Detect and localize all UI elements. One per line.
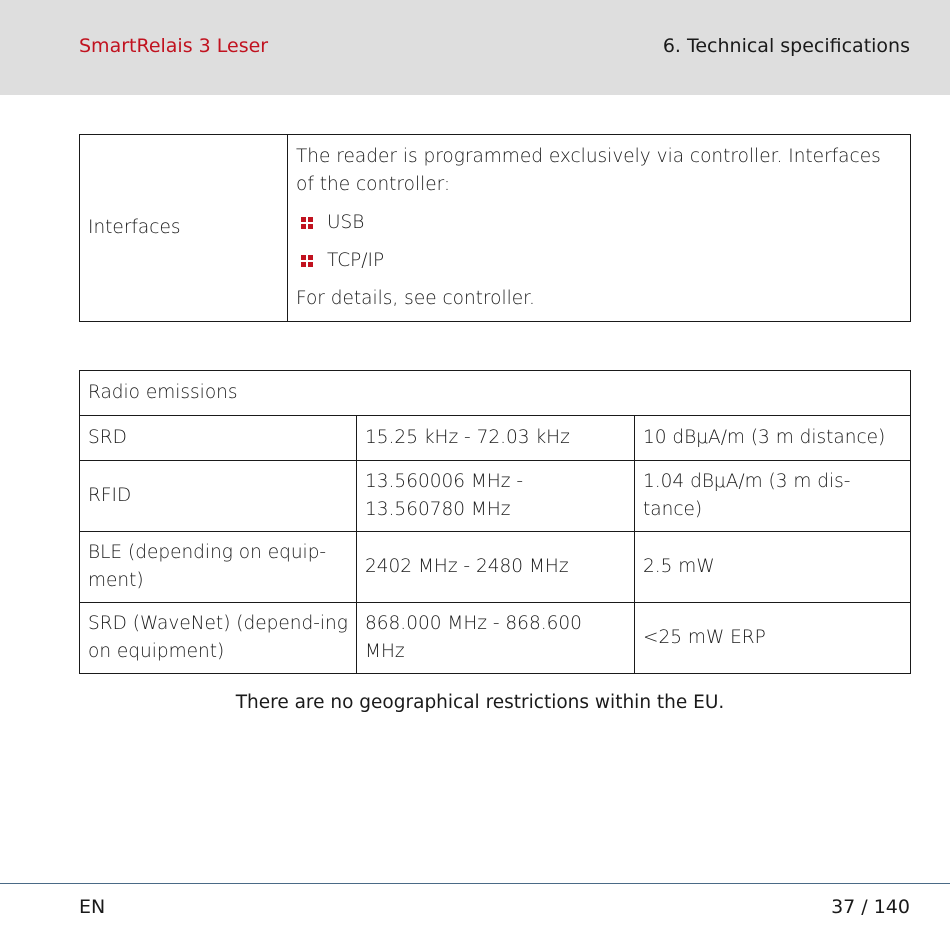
interfaces-label: Interfaces xyxy=(80,135,288,322)
page-number: 37 / 140 xyxy=(831,896,910,918)
interfaces-content xyxy=(288,135,911,322)
table-cell: 10 dBμA/m (3 m distance) xyxy=(635,416,911,461)
table-cell: 1.04 dBμA/m (3 m dis-tance) xyxy=(635,461,911,532)
table-row xyxy=(80,416,911,461)
table-cell: SRD xyxy=(80,416,357,461)
table-row xyxy=(80,135,911,322)
table-row xyxy=(80,461,911,532)
interfaces-intro: The reader is programmed exclusively via controller. Interfaces of the controller: xyxy=(296,146,881,195)
interfaces-outro: For details, see controller. xyxy=(296,288,535,309)
table-row xyxy=(80,603,911,674)
red-square-bullet-icon xyxy=(301,255,313,267)
table-cell: <25 mW ERP xyxy=(635,603,911,674)
page-header xyxy=(0,0,950,95)
table-cell: 15.25 kHz - 72.03 kHz xyxy=(357,416,635,461)
table-cell: SRD (WaveNet) (depend-ing on equipment) xyxy=(80,603,357,674)
list-item-label: USB xyxy=(327,212,365,233)
list-item xyxy=(296,247,903,275)
table-header-row xyxy=(80,371,911,416)
table-cell: 2402 MHz - 2480 MHz xyxy=(357,532,635,603)
table-row xyxy=(80,532,911,603)
table-cell: 13.560006 MHz - 13.560780 MHz xyxy=(357,461,635,532)
interfaces-table xyxy=(79,134,911,322)
radio-emissions-table xyxy=(79,370,911,674)
table-note: There are no geographical restrictions within the EU. xyxy=(235,692,725,713)
footer-language: EN xyxy=(79,896,106,918)
red-square-bullet-icon xyxy=(301,217,313,229)
list-item xyxy=(296,209,903,237)
table-cell: BLE (depending on equip-ment) xyxy=(80,532,357,603)
table-cell: RFID xyxy=(80,461,357,532)
list-item-label: TCP/IP xyxy=(327,250,385,271)
table-cell: 2.5 mW xyxy=(635,532,911,603)
section-title: 6. Technical specifications xyxy=(662,35,910,57)
footer-divider xyxy=(0,883,950,884)
product-name: SmartRelais 3 Leser xyxy=(79,35,269,57)
table-title: Radio emissions xyxy=(80,371,911,416)
table-cell: 868.000 MHz - 868.600 MHz xyxy=(357,603,635,674)
